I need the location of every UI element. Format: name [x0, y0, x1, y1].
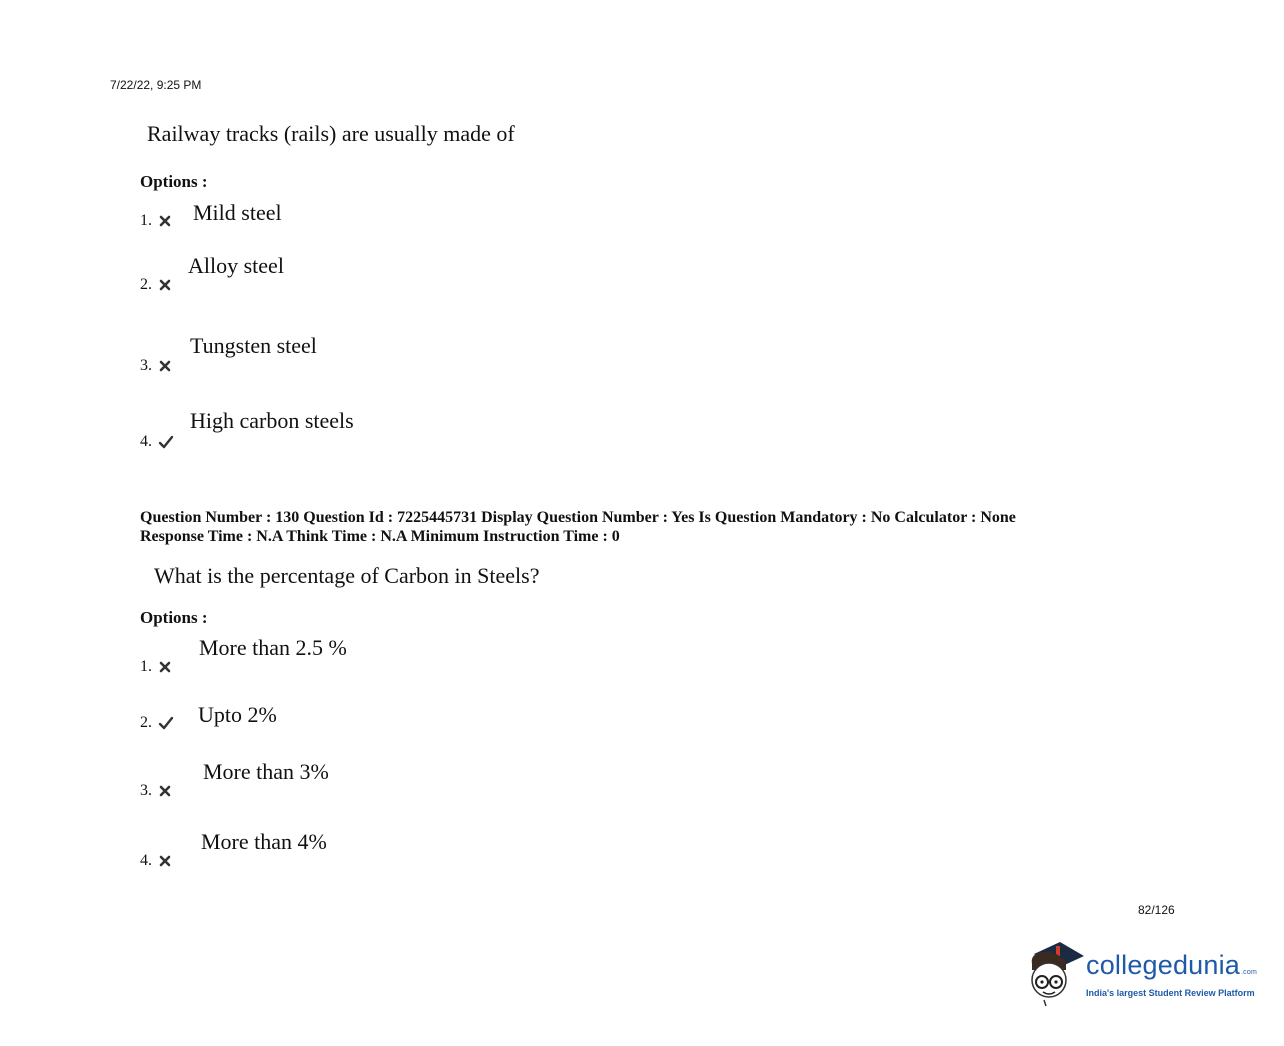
q1-option-2-text: Alloy steel	[188, 253, 284, 278]
print-timestamp: 7/22/22, 9:25 PM	[110, 78, 202, 92]
q2-option-1-number: 1.	[140, 658, 172, 676]
cross-icon	[158, 854, 172, 868]
check-icon	[158, 435, 174, 449]
q2-option-3-number: 3.	[140, 782, 172, 800]
cross-icon	[158, 359, 172, 373]
cross-icon	[158, 214, 172, 228]
cross-icon	[158, 278, 172, 292]
cross-icon	[158, 660, 172, 674]
q1-option-2-number: 2.	[140, 276, 172, 294]
q2-option-2-number: 2.	[140, 714, 174, 732]
q2-option-1-text: More than 2.5 %	[199, 635, 347, 660]
question-2-meta-line-1: Question Number : 130 Question Id : 7225445731 Display Question Number : Yes Is Question Mandatory : No Calculator : None	[140, 509, 1016, 526]
page-number: 82/126	[1138, 903, 1175, 917]
question-1-text: Railway tracks (rails) are usually made of	[147, 121, 515, 146]
brand-name: collegedunia.com	[1086, 950, 1258, 980]
brand-tagline: India's largest Student Review Platform	[1086, 988, 1255, 998]
q1-option-4-text: High carbon steels	[190, 408, 354, 433]
q2-option-4-text: More than 4%	[201, 829, 327, 854]
q1-option-3-text: Tungsten steel	[190, 333, 317, 358]
collegedunia-logo	[1026, 940, 1256, 1008]
mascot-icon	[1026, 940, 1084, 1008]
q2-option-4-number: 4.	[140, 852, 172, 870]
q1-option-1-text: Mild steel	[193, 200, 282, 225]
q2-option-2-text: Upto 2%	[198, 702, 277, 727]
q2-option-3-text: More than 3%	[203, 759, 329, 784]
q1-option-3-number: 3.	[140, 357, 172, 375]
question-2-text: What is the percentage of Carbon in Steels?	[154, 563, 540, 588]
question-1-options-label: Options :	[140, 172, 208, 191]
q1-option-4-number: 4.	[140, 433, 174, 451]
q1-option-1-number: 1.	[140, 212, 172, 230]
check-icon	[158, 716, 174, 730]
question-2-meta-line-2: Response Time : N.A Think Time : N.A Minimum Instruction Time : 0	[140, 528, 620, 545]
question-2-options-label: Options :	[140, 608, 208, 627]
cross-icon	[158, 784, 172, 798]
